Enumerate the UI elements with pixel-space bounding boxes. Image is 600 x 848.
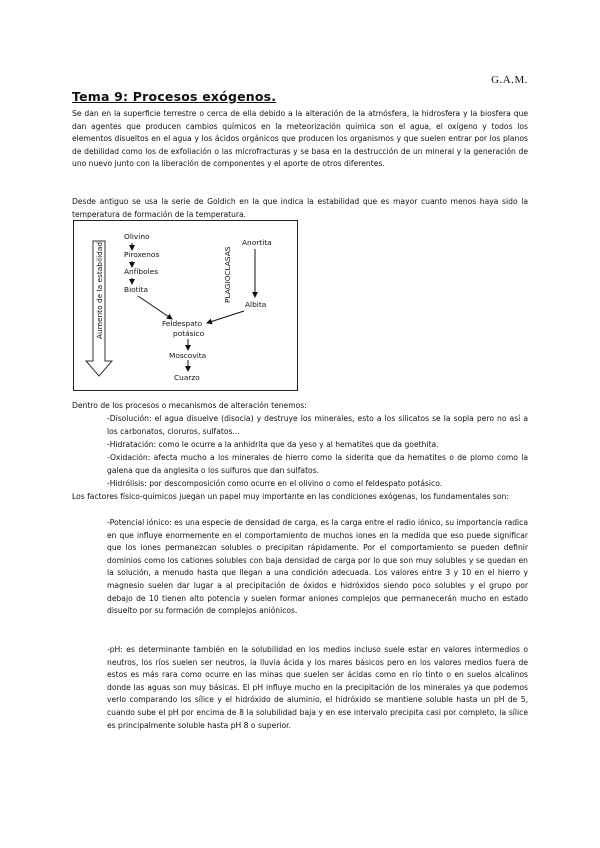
factors-intro: Los factores físico-químicos juegan un papel muy importante en las condiciones exógenas, los fundamentales son: (72, 492, 509, 501)
mineral-anortita: Anortita (242, 238, 272, 247)
mineral-biotita: Biotita (124, 285, 149, 294)
process-oxidacion: -Oxidación: afecta mucho a los minerales de hierro como la siderita que da hematites o de plomo como la galena que da anglesita o los sulfuros que dan sulfatos. (107, 453, 528, 475)
mineral-piroxenos: Piroxenos (124, 250, 160, 259)
mineral-moscovita: Moscovita (169, 351, 207, 360)
intro-paragraph: Se dan en la superficie terrestre o cerca de ella debido a la alteración de la atmósfera, la hidrosfera y la biosfera que dan agentes que producen cambios químicos en la meteorización química son el agua, el oxígeno y todos los elementos disueltos en el agua y los ácidos orgánicos que producen los organismos y que suelen entrar por los planos de debilidad como los de exfoliación o las microfracturas y se basa en la destrucción de un mineral y la generación de uno nuevo junto con la liberación de componentes y el aporte de otros diferentes. (72, 109, 528, 169)
alteration-intro: Dentro de los procesos o mecanismos de alteración tenemos: (72, 401, 307, 410)
factor-ph: -pH: es determinante también en la solubilidad en los medios incluso suele estar en valores intermedios o neutros, los ríos suelen ser neutros, la lluvia ácida y los mares básicos pero en los valores medios fuera de estos es más rara como ocurre en las minas que suelen ser ácidas como en río tinto o en suelos alcalinos donde las aguas son muy básicas. El pH influye mucho en la precipitación de los minerales ya que podemos verlo comparando los sílice y el hidróxido de aluminio, el hidróxido se mantiene soluble hasta un pH de 5, cuando sube el pH por encima de 8 la solubilidad baja y en ese intervalo precipita casi por completo, la sílice es principalmente soluble hasta pH 8 o superior. (107, 645, 528, 730)
goldich-diagram (73, 220, 298, 391)
mineral-anfiboles: Anfíboles (124, 267, 159, 276)
mineral-cuarzo: Cuarzo (174, 373, 200, 382)
stability-label: Aumento de la estabilidad (95, 241, 104, 339)
mineral-feldespato-potasico: potásico (173, 329, 205, 338)
goldich-paragraph: Desde antiguo se usa la serie de Goldich en la que indica la estabilidad que es mayor cuanto menos haya sido la temperatura de formación de la temperatura. (72, 197, 528, 219)
author-initials: G.A.M. (491, 74, 528, 86)
process-hidratacion: -Hidratación: como le ocurre a la anhidrita que da yeso y al hematites que da goethita. (107, 440, 439, 449)
plagioclasas-label: PLAGIOCLASAS (223, 246, 232, 303)
mineral-olivino: Olivino (124, 232, 150, 241)
factor-potencial-ionico: -Potencial iónico: es una especie de densidad de carga, es la carga entre el radio iónico, su importancia radica en que influye enormemente en el comportamiento de muchos iones en la medida que eso puede significar que los iones permanezcan solubles o precipitan rápidamente. Por el comportamiento se pueden definir dominios como los cationes solubles con baja densidad de carga por lo que son muy solubles y se quedan en la solución, a menudo hasta que llegan a una condición adecuada. Los valores entre 3 y 10 en el hierro y magnesio suelen dar lugar a al precipitación de óxidos e hidróxidos siendo poco solubles y el grupo por debajo de 10 tienen alto potencia y suelen formar aniones complejos que permanecerán mucho en estado disuelto por su formación de complejos aniónicos. (107, 518, 528, 616)
mineral-feldespato: Feldespato (162, 319, 203, 328)
page-title: Tema 9: Procesos exógenos. (72, 89, 277, 104)
process-disolucion: -Disolución: el agua disuelve (disocia) y destruye los minerales, esto a los silicatos se la sopla pero no así a los carbonatos, cloruros, sulfatos... (107, 414, 528, 436)
mineral-albita: Albita (245, 300, 267, 309)
process-hidrolisis: -Hidrólisis: por descomposición como ocurre en el olivino o como el feldespato potásico. (107, 479, 443, 488)
